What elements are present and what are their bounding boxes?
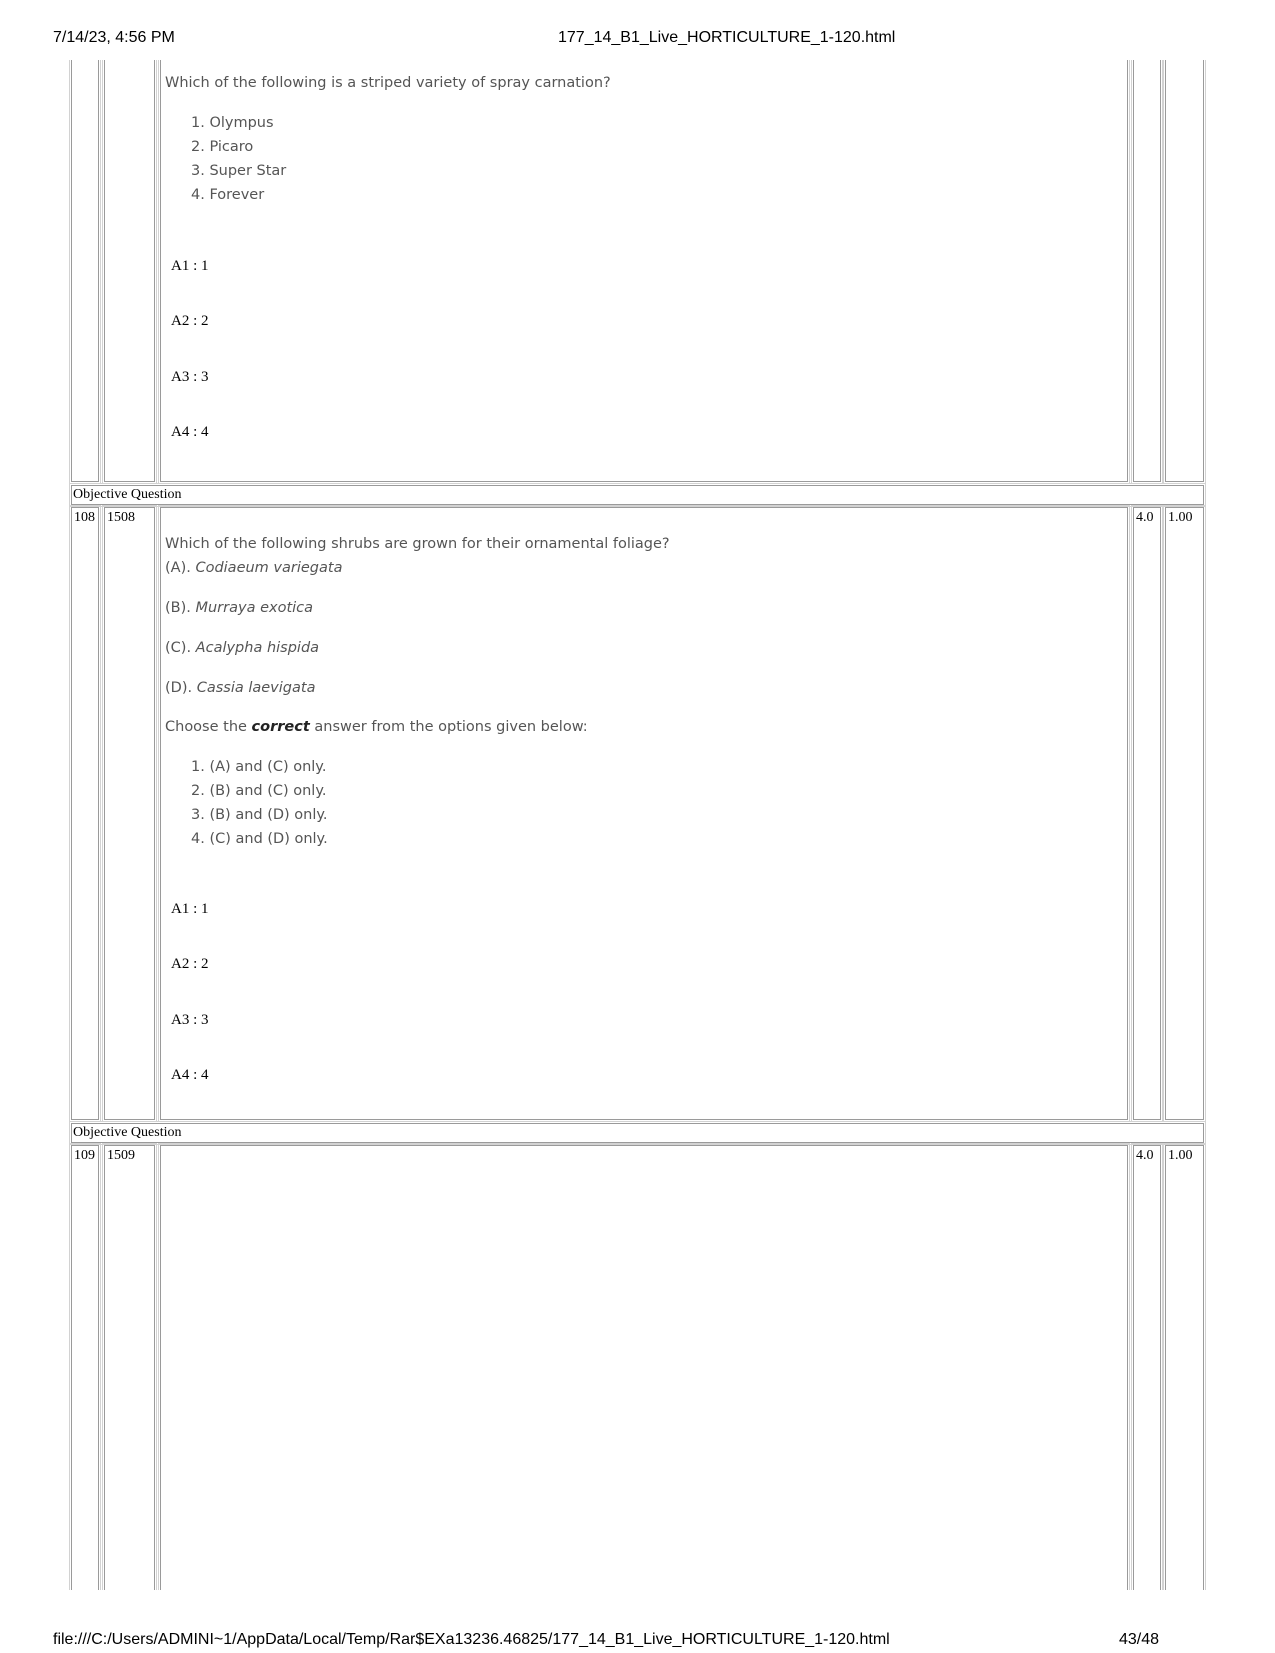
option-list bbox=[165, 755, 328, 851]
question-id: 1509 bbox=[107, 1148, 135, 1163]
option-item: 2. (B) and (C) only. bbox=[191, 783, 327, 799]
option-item: 4. Forever bbox=[191, 187, 265, 203]
question-id-cell bbox=[104, 507, 155, 1120]
option-item: 3. Super Star bbox=[191, 163, 287, 179]
marks-cell bbox=[1133, 507, 1161, 1120]
statement-c: (C). Acalypha hispida bbox=[165, 640, 320, 656]
choose-instruction: Choose the correct answer from the options given below: bbox=[165, 719, 588, 735]
print-datetime: 7/14/23, 4:56 PM bbox=[53, 29, 175, 46]
question-id-cell bbox=[104, 1145, 155, 1590]
negative-marks-cell bbox=[1165, 1145, 1204, 1590]
marks-cell bbox=[1133, 1145, 1161, 1590]
option-item: 2. Picaro bbox=[191, 139, 254, 155]
question-number-cell bbox=[71, 60, 99, 482]
marks-value: 4.0 bbox=[1136, 510, 1154, 525]
option-item: 4. (C) and (D) only. bbox=[191, 831, 328, 847]
question-body-cell bbox=[160, 507, 1128, 1120]
question-text: Which of the following is a striped variety of spray carnation? bbox=[165, 75, 611, 91]
statement-b: (B). Murraya exotica bbox=[165, 600, 314, 616]
answer-key-2: A2 : 2 bbox=[171, 956, 209, 972]
answer-key-3: A3 : 3 bbox=[171, 369, 209, 385]
question-body-cell bbox=[160, 60, 1128, 482]
negative-marks-value: 1.00 bbox=[1168, 510, 1193, 525]
statement-d: (D). Cassia laevigata bbox=[165, 680, 316, 696]
option-item: 1. Olympus bbox=[191, 115, 274, 131]
question-type-label: Objective Question bbox=[71, 485, 1204, 505]
print-doc-title: 177_14_B1_Live_HORTICULTURE_1-120.html bbox=[558, 29, 896, 46]
print-header bbox=[53, 29, 1159, 51]
question-row-108 bbox=[69, 507, 1206, 1120]
answer-key-2: A2 : 2 bbox=[171, 313, 209, 329]
question-number-cell bbox=[71, 1145, 99, 1590]
statement-a: (A). Codiaeum variegata bbox=[165, 560, 343, 576]
question-table bbox=[69, 60, 1206, 1590]
marks-cell bbox=[1133, 60, 1161, 482]
option-item: 3. (B) and (D) only. bbox=[191, 807, 328, 823]
question-text: Which of the following shrubs are grown for their ornamental foliage? bbox=[165, 536, 670, 552]
answer-key-1: A1 : 1 bbox=[171, 901, 209, 917]
question-row-107 bbox=[69, 60, 1206, 482]
answer-key-4: A4 : 4 bbox=[171, 1067, 209, 1083]
marks-value: 4.0 bbox=[1136, 1148, 1154, 1163]
question-number: 109 bbox=[74, 1148, 95, 1163]
print-footer bbox=[53, 1631, 1159, 1653]
print-file-path: file:///C:/Users/ADMINI~1/AppData/Local/Temp/Rar$EXa13236.46825/177_14_B1_Live_HORTICULTURE_1-120.html bbox=[53, 1631, 890, 1648]
question-id: 1508 bbox=[107, 510, 135, 525]
negative-marks-value: 1.00 bbox=[1168, 1148, 1193, 1163]
question-number-cell bbox=[71, 507, 99, 1120]
option-list bbox=[165, 111, 286, 207]
negative-marks-cell bbox=[1165, 60, 1204, 482]
question-id-cell bbox=[104, 60, 155, 482]
question-number: 108 bbox=[74, 510, 95, 525]
question-body-cell bbox=[160, 1145, 1128, 1590]
negative-marks-cell bbox=[1165, 507, 1204, 1120]
answer-key-3: A3 : 3 bbox=[171, 1012, 209, 1028]
answer-key-4: A4 : 4 bbox=[171, 424, 209, 440]
print-page-number: 43/48 bbox=[1118, 1631, 1159, 1648]
option-item: 1. (A) and (C) only. bbox=[191, 759, 327, 775]
question-row-109 bbox=[69, 1145, 1206, 1590]
answer-key-1: A1 : 1 bbox=[171, 258, 209, 274]
question-type-label: Objective Question bbox=[71, 1123, 1204, 1143]
